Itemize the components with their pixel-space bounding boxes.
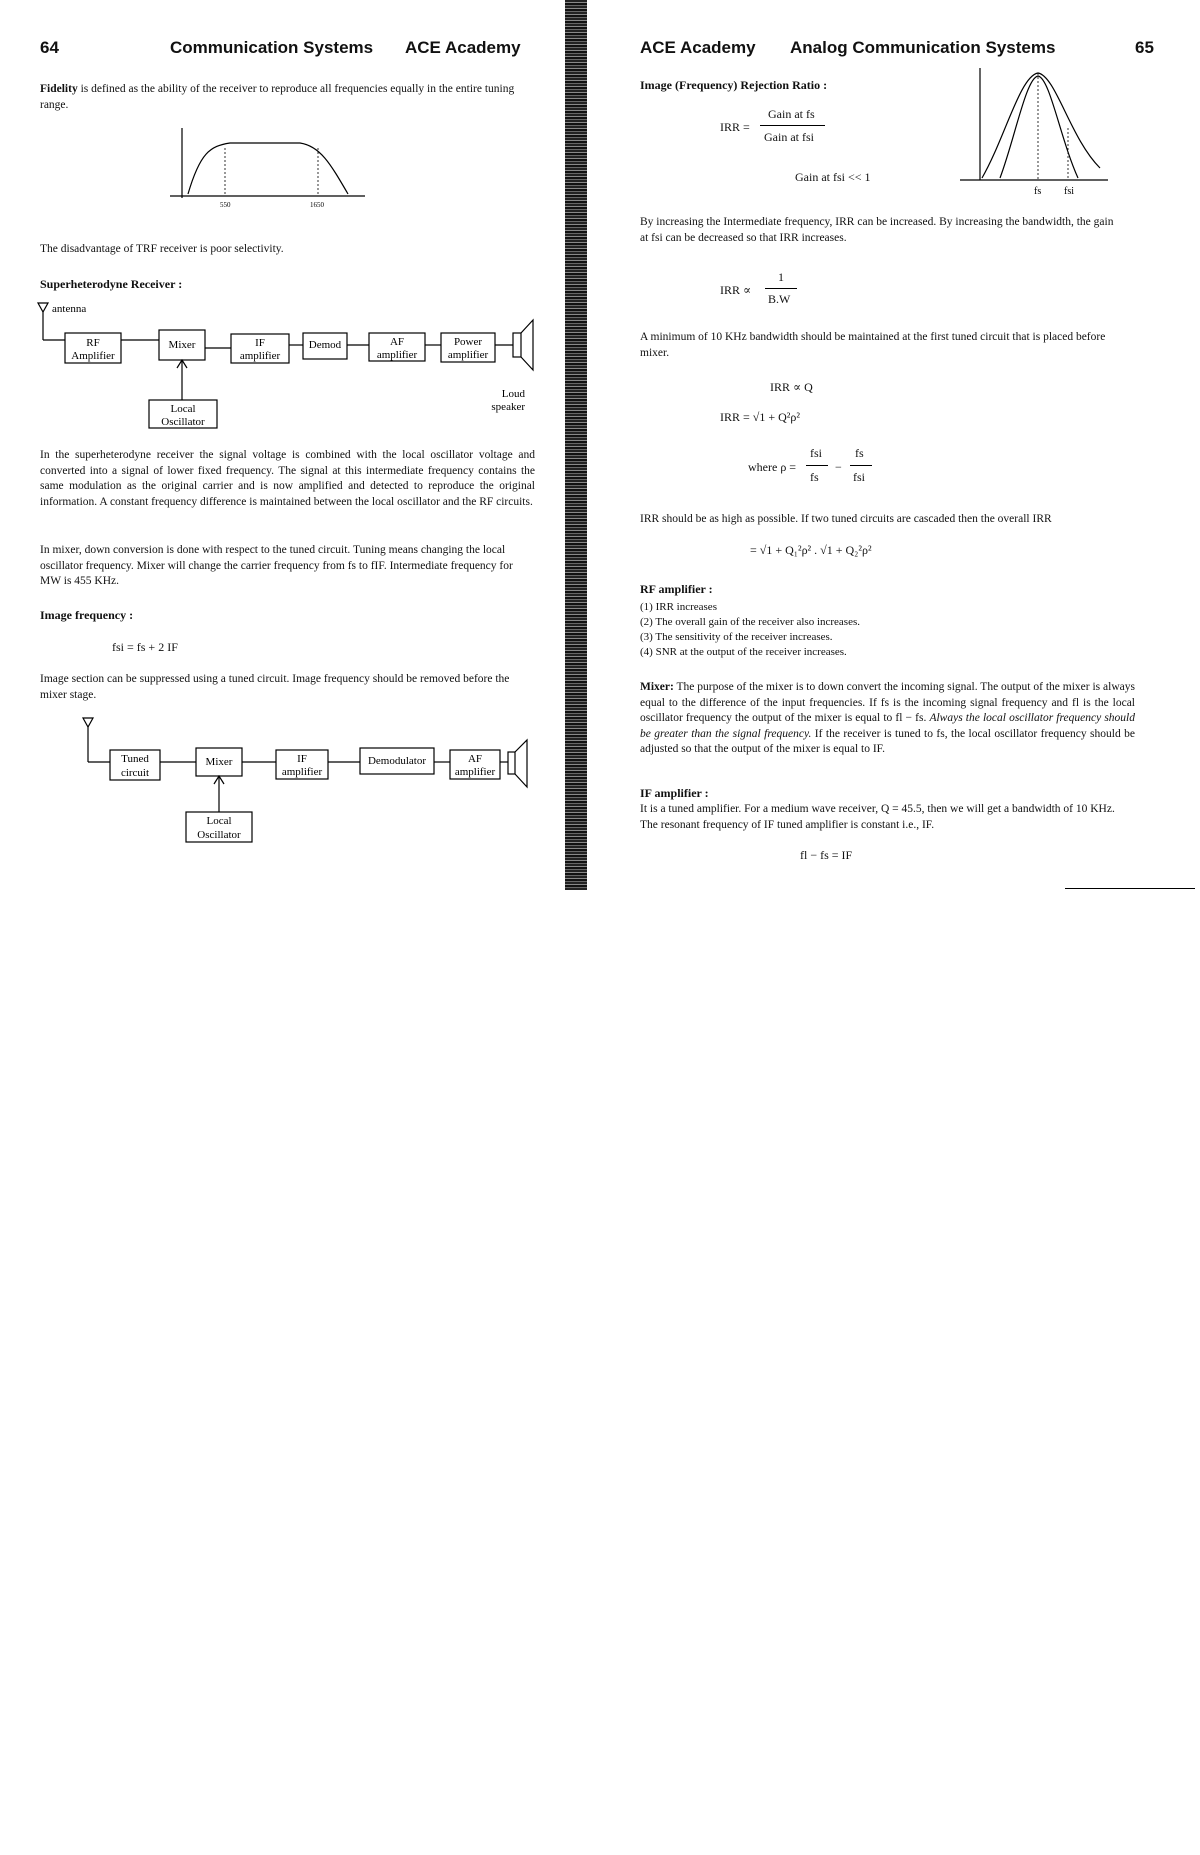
power-amp-label-1: Power bbox=[453, 336, 483, 348]
irr-bw-numerator: 1 bbox=[778, 270, 784, 284]
power-amp-label-2: amplifier bbox=[447, 349, 489, 361]
mixer-italic: Always the local oscillator frequency should be greater than the signal frequency. bbox=[640, 712, 1135, 740]
fidelity-response-graph bbox=[170, 128, 370, 208]
rf-list-item: (1) IRR increases bbox=[640, 601, 717, 613]
left-header-title: Communication Systems bbox=[170, 38, 374, 57]
irr-formula-lhs: IRR = bbox=[720, 120, 750, 134]
mixer-text-2: If the receiver is tuned to fs, the local oscillator frequency should be adjusted so that the output of the mixer is equal to IF. bbox=[640, 727, 1136, 755]
irr-response-graph bbox=[960, 68, 1110, 198]
rf-amp-label-2: Amplifier bbox=[71, 350, 115, 362]
rho-term2-den: fsi bbox=[853, 470, 865, 484]
right-header-title: Analog Communication Systems bbox=[790, 38, 1056, 57]
right-page bbox=[620, 0, 1200, 920]
superhet-paragraph: In the superheterodyne receiver the signal voltage is combined with the local oscillator voltage and converted into a signal of lower fixed frequency. The signal at this intermediate frequency contains the same modulation as the original carrier and is now amplified and detected to reproduce the original information. A constant frequency difference is maintained between the local oscillator and the RF circuits. bbox=[40, 449, 535, 508]
if-amp2-label-1: IF bbox=[297, 753, 307, 765]
loudspeaker-icon-2 bbox=[508, 740, 527, 787]
loudspeaker-icon bbox=[513, 320, 533, 370]
tuned-label-1: Tuned bbox=[121, 753, 149, 765]
mixer-description bbox=[640, 680, 1135, 758]
if-amplifier-heading: IF amplifier : bbox=[640, 786, 709, 800]
irr-sqrt-formula: IRR = √1 + Q²ρ² bbox=[720, 410, 800, 424]
loud-label: Loud bbox=[501, 388, 525, 400]
speaker-label: speaker bbox=[491, 401, 525, 413]
af-amp-label-1: AF bbox=[389, 336, 405, 348]
irr-bw-lhs: IRR ∝ bbox=[720, 283, 752, 297]
mixer-term: Mixer: bbox=[640, 681, 674, 693]
footer-rule bbox=[1065, 888, 1195, 889]
rf-list-item: (2) The overall gain of the receiver also increases. bbox=[640, 616, 860, 628]
if-amp-label-2: amplifier bbox=[239, 350, 281, 362]
demod-label: Demod bbox=[308, 339, 342, 351]
rf-amplifier-list bbox=[640, 600, 860, 660]
left-page-header bbox=[40, 38, 530, 62]
rho-term1-num: fsi bbox=[810, 446, 822, 460]
if-amp2-label-2: amplifier bbox=[281, 766, 323, 778]
mixer-label: Mixer bbox=[168, 339, 196, 351]
left-page bbox=[0, 0, 570, 920]
rf-amplifier-heading: RF amplifier : bbox=[640, 582, 713, 596]
right-header-publisher: ACE Academy bbox=[640, 38, 756, 57]
lo2-label-1: Local bbox=[206, 815, 232, 827]
af-amp-label-2: amplifier bbox=[376, 349, 418, 361]
irr-graph-fsi-label: fsi bbox=[1064, 186, 1074, 197]
rho-term2-num: fs bbox=[855, 446, 864, 460]
irr-bw-denominator: B.W bbox=[768, 292, 791, 306]
tuned-label-2: circuit bbox=[120, 767, 150, 779]
fidelity-term: Fidelity bbox=[40, 83, 78, 95]
left-page-number: 64 bbox=[40, 38, 59, 57]
irr-heading: Image (Frequency) Rejection Ratio : bbox=[640, 78, 828, 92]
mixer-label-2: Mixer bbox=[205, 756, 233, 768]
if-increase-paragraph: By increasing the Intermediate frequency, IRR can be increased. By increasing the bandwidth, the gain at fsi can be decreased so that IRR increases. bbox=[640, 216, 1114, 244]
min-bandwidth-paragraph: A minimum of 10 KHz bandwidth should be maintained at the first tuned circuit that is placed before mixer. bbox=[640, 331, 1106, 359]
if-amplifier-text: It is a tuned amplifier. For a medium wave receiver, Q = 45.5, then we will get a bandwidth of 10 KHz. The resonant frequency of IF tuned amplifier is constant i.e., IF. bbox=[640, 803, 1115, 831]
right-page-header bbox=[640, 38, 1180, 62]
demodulator-label: Demodulator bbox=[367, 755, 427, 767]
image-section-paragraph: Image section can be suppressed using a tuned circuit. Image frequency should be removed before the mixer stage. bbox=[40, 673, 510, 701]
trf-disadvantage: The disadvantage of TRF receiver is poor selectivity. bbox=[40, 243, 284, 255]
fidelity-paragraph bbox=[40, 82, 530, 113]
af-amp2-label-1: AF bbox=[467, 753, 483, 765]
image-frequency-formula: fsi = fs + 2 IF bbox=[112, 640, 178, 654]
fidelity-text: is defined as the ability of the receiver to reproduce all frequencies equally in the entire tuning range. bbox=[40, 83, 515, 111]
irr-fraction-bar bbox=[760, 125, 825, 126]
cascade-paragraph: IRR should be as high as possible. If two tuned circuits are cascaded then the overall IRR bbox=[640, 513, 1052, 525]
rho-term1-den: fs bbox=[810, 470, 819, 484]
mixer-paragraph: In mixer, down conversion is done with respect to the tuned circuit. Tuning means changing the local oscillator frequency. Mixer will change the carrier frequency from fs to fIF. Intermediate frequency for MW is 455 KHz. bbox=[40, 544, 513, 587]
lo2-label-2: Oscillator bbox=[197, 829, 241, 841]
af-amp2-label-2: amplifier bbox=[454, 766, 496, 778]
image-rejection-block-diagram bbox=[80, 715, 540, 845]
cascade-formula: = √1 + Q₁²ρ² . √1 + Q₂²ρ² bbox=[750, 543, 872, 557]
left-header-publisher: ACE Academy bbox=[405, 38, 521, 57]
rho-bar-1 bbox=[806, 465, 828, 466]
lo-label-2: Oscillator bbox=[161, 416, 205, 428]
irr-graph-fs-label: fs bbox=[1034, 186, 1042, 197]
irr-bw-fraction-bar bbox=[765, 288, 797, 289]
irr-q-formula: IRR ∝ Q bbox=[770, 380, 813, 394]
rho-bar-2 bbox=[850, 465, 872, 466]
rf-list-item: (4) SNR at the output of the receiver increases. bbox=[640, 646, 847, 658]
rf-amp-label-1: RF bbox=[86, 337, 100, 349]
image-frequency-heading: Image frequency : bbox=[40, 608, 134, 622]
superhet-heading: Superheterodyne Receiver : bbox=[40, 277, 183, 291]
mixer-text: The purpose of the mixer is to down convert the incoming signal. The output of the mixer is always equal to the difference of the input frequencies. If fs is the incoming signal frequency and fl is the local oscillator frequency the output of the mixer is equal to fl − fs. bbox=[640, 681, 1135, 724]
lo-label-1: Local bbox=[170, 403, 196, 415]
irr-formula-numerator: Gain at fs bbox=[768, 107, 815, 121]
rho-minus: − bbox=[835, 460, 842, 474]
if-formula: fl − fs = IF bbox=[800, 848, 853, 862]
page-gutter bbox=[565, 0, 587, 890]
fidelity-tick-high: 1650 bbox=[310, 201, 324, 209]
rho-where: where ρ = bbox=[748, 460, 797, 474]
rf-list-item: (3) The sensitivity of the receiver increases. bbox=[640, 631, 833, 643]
irr-formula-denominator: Gain at fsi bbox=[764, 130, 814, 144]
fidelity-tick-low: 550 bbox=[220, 201, 231, 209]
antenna-label: antenna bbox=[52, 303, 87, 315]
if-amp-label-1: IF bbox=[255, 337, 265, 349]
irr-formula-note: Gain at fsi << 1 bbox=[795, 170, 871, 184]
superhet-block-diagram bbox=[35, 300, 545, 430]
right-page-number: 65 bbox=[1135, 38, 1154, 57]
